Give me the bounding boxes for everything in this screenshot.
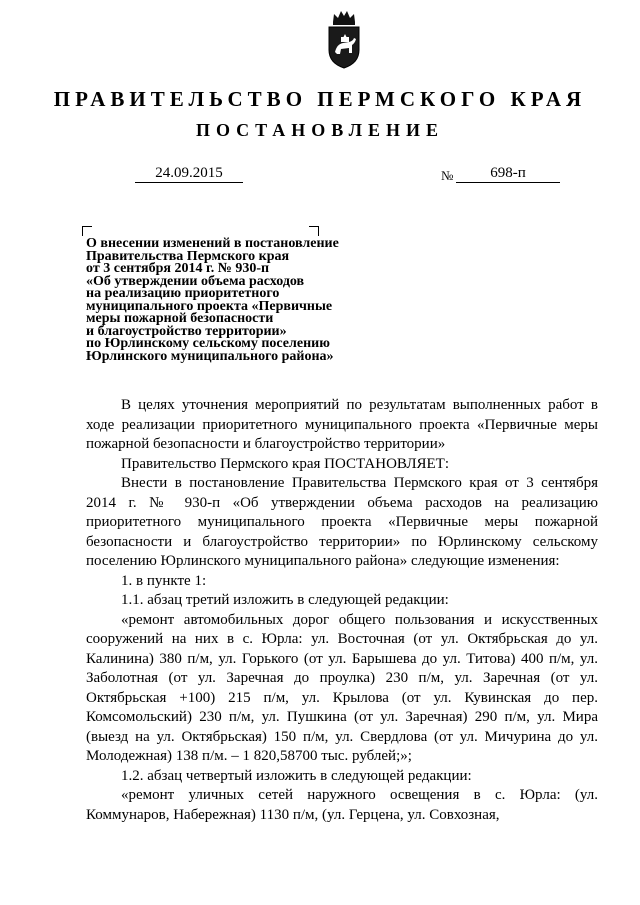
body-paragraph: Внести в постановление Правительства Пермского края от 3 сентября 2014 г. № 930-п «Об утверждении объема расходов на реализацию приоритетного муниципального проекта «Первичные меры пожарной безопасности и благоустройство территории» по Юрлинскому сельскому поселению Юрлинского муниципального района» следующие изменения: bbox=[86, 475, 598, 569]
body-paragraph: 1. в пункте 1: bbox=[121, 572, 207, 589]
body-paragraph: Правительство Пермского края ПОСТАНОВЛЯЕТ: bbox=[121, 455, 450, 472]
body-paragraph: 1.1. абзац третий изложить в следующей редакции: bbox=[121, 592, 449, 608]
subject-bracket-right bbox=[309, 226, 319, 236]
body-paragraph: «ремонт автомобильных дорог общего пользования и искусственных сооружений на них в с. Юрла: ул. Восточная (от ул. Октябрьская до ул. Калинина) 380 п/м, ул. Горького (от ул. Барышева до ул. Титова) 400 п/м, ул. Заболотная (от ул. Заречная до проулка) 230 п/м, ул. Заречная (от ул. Октябрьская +100) 215 п/м, ул. Крылова (от ул. Кувинская до пер. Комсомольский) 230 п/м, ул. Пушкина (от ул. Заречная) 290 п/м, ул. Мира (выезд на ул. Октябрьская) 150 п/м, ул. Свердлова (от ул. Мичурина до ул. Молодежная) 138 п/м. – 1 820,58700 тыс. рублей;»; bbox=[86, 611, 598, 764]
document-number: 698-п bbox=[456, 165, 560, 183]
subject-bracket-left bbox=[82, 226, 92, 236]
body-paragraph: 1.2. абзац четвертый изложить в следующей редакции: bbox=[121, 767, 472, 784]
government-title: ПРАВИТЕЛЬСТВО ПЕРМСКОГО КРАЯ bbox=[53, 87, 587, 111]
document-body bbox=[86, 396, 598, 825]
number-sign: № bbox=[441, 168, 454, 183]
document-subject: О внесении изменений в постановление Правительства Пермского края от 3 сентября 2014 г. № 930-п «Об утверждении объема расходов на реализацию приоритетного муниципального проекта «Первичные меры пожарной безопасности и благоустройство территории» по Юрлинскому сельскому поселению Юрлинского муниципального района» bbox=[86, 236, 339, 364]
body-paragraph: «ремонт уличных сетей наружного освещения в с. Юрла: (ул. Коммунаров, Набережная) 1130 п/м, (ул. Герцена, ул. Совхозная, bbox=[86, 787, 598, 823]
document-type: ПОСТАНОВЛЕНИЕ bbox=[195, 120, 445, 140]
coat-of-arms-icon bbox=[325, 8, 363, 70]
document-date: 24.09.2015 bbox=[135, 165, 243, 183]
body-paragraph: В целях уточнения мероприятий по результатам выполненных работ в ходе реализации приоритетного муниципального проекта «Первичные меры пожарной безопасности и благоустройство территории» bbox=[86, 397, 598, 452]
